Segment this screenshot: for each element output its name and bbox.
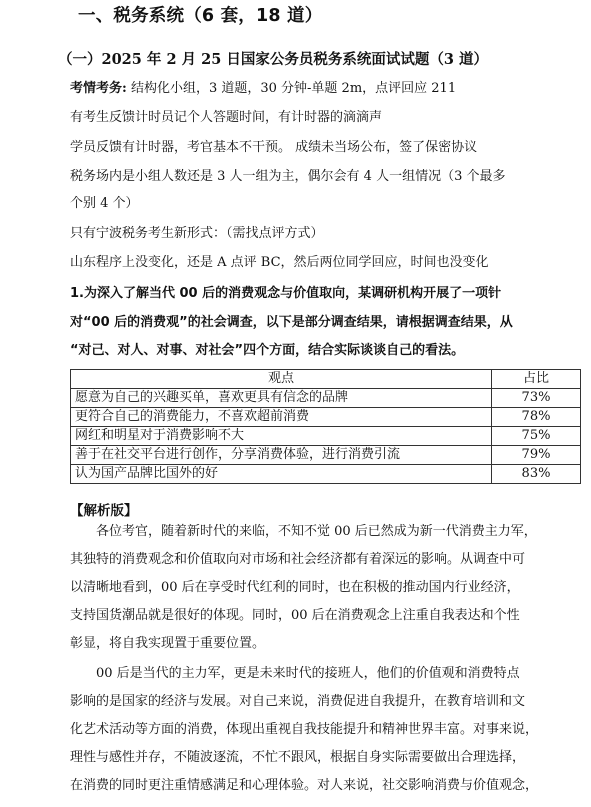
cell-view: 愿意为自己的兴趣买单，喜欢更具有信念的品牌 xyxy=(71,389,492,408)
paragraph-line: 各位考官，随着新时代的来临，不知不觉 00 后已然成为新一代消费主力军， xyxy=(70,524,537,539)
cell-ratio: 75% xyxy=(492,427,581,446)
table-row xyxy=(71,389,581,408)
header-view: 观点 xyxy=(71,370,492,389)
paragraph-line: 支持国货潮品就是很好的体现。同时，00 后在消费观念上注重自我表达和个性 xyxy=(70,608,520,623)
analysis-paragraph-1 xyxy=(70,518,585,658)
analysis-paragraph-2 xyxy=(70,660,585,800)
question-line: 对“00 后的消费观”的社会调查，以下是部分调查结果，请根据调查结果，从 xyxy=(70,315,513,330)
note-line: 税务场内是小组人数还是 3 人一组为主，偶尔会有 4 人一组情况（3 个最多 xyxy=(70,169,506,184)
cell-ratio: 78% xyxy=(492,408,581,427)
cell-ratio: 73% xyxy=(492,389,581,408)
table-row xyxy=(71,408,581,427)
cell-ratio: 79% xyxy=(492,446,581,465)
sub-title: （一）2025 年 2 月 25 日国家公务员税务系统面试试题（3 道） xyxy=(58,51,488,68)
paragraph-line: 影响的是国家的经济与发展。对自己来说，消费促进自我提升，在教育培训和文 xyxy=(70,694,526,709)
cell-view: 善于在社交平台进行创作，分享消费体验，进行消费引流 xyxy=(71,446,492,465)
question-line: “对己、对人、对事、对社会”四个方面，结合实际谈谈自己的看法。 xyxy=(70,343,465,358)
exam-info-line xyxy=(70,80,456,98)
table-row xyxy=(71,465,581,484)
table-row xyxy=(71,427,581,446)
note-line: 有考生反馈计时员记个人答题时间，有计时器的滴滴声 xyxy=(70,110,383,125)
note-line: 山东程序上没变化，还是 A 点评 BC，然后两位同学回应，时间也没变化 xyxy=(70,255,489,270)
analysis-tag: 【解析版】 xyxy=(70,503,138,519)
paragraph-line: 其独特的消费观念和价值取向对市场和社会经济都有着深远的影响。从调查中可 xyxy=(70,552,526,567)
paragraph-line: 化艺术活动等方面的消费，体现出重视自我技能提升和精神世界丰富。对事来说， xyxy=(70,722,539,737)
paragraph-line: 在消费的同时更注重情感满足和心理体验。对人来说，社交影响消费与价值观念， xyxy=(70,778,539,793)
note-line: 学员反馈有计时器，考官基本不干预。 成绩未当场公布，签了保密协议 xyxy=(70,140,478,155)
paragraph-line: 理性与感性并存，不随波逐流，不忙不跟风，根据自身实际需要做出合理选择， xyxy=(70,750,526,765)
cell-view: 更符合自己的消费能力，不喜欢超前消费 xyxy=(71,408,492,427)
question-line: 1.为深入了解当代 00 后的消费观念与价值取向，某调研机构开展了一项针 xyxy=(70,286,502,301)
exam-info-text: 结构化小组，3 道题，30 分钟-单题 2m，点评回应 211 xyxy=(130,81,457,96)
survey-table xyxy=(70,369,581,484)
section-title: 一、税务系统（6 套，18 道） xyxy=(78,6,323,26)
note-line: 个别 4 个） xyxy=(70,196,139,211)
paragraph-line: 彰显，将自我实现置于重要位置。 xyxy=(70,636,266,651)
cell-view: 网红和明星对于消费影响不大 xyxy=(71,427,492,446)
paragraph-line: 以清晰地看到，00 后在享受时代红利的同时，也在积极的推动国内行业经济， xyxy=(70,580,520,595)
exam-info-label: 考情考务: xyxy=(70,81,127,96)
table-header-row xyxy=(71,370,581,389)
table-row xyxy=(71,446,581,465)
cell-ratio: 83% xyxy=(492,465,581,484)
paragraph-line: 00 后是当代的主力军，更是未来时代的接班人，他们的价值观和消费特点 xyxy=(70,666,520,681)
header-ratio: 占比 xyxy=(492,370,581,389)
cell-view: 认为国产品牌比国外的好 xyxy=(71,465,492,484)
note-line: 只有宁波税务考生新形式：（需找点评方式） xyxy=(70,226,324,241)
